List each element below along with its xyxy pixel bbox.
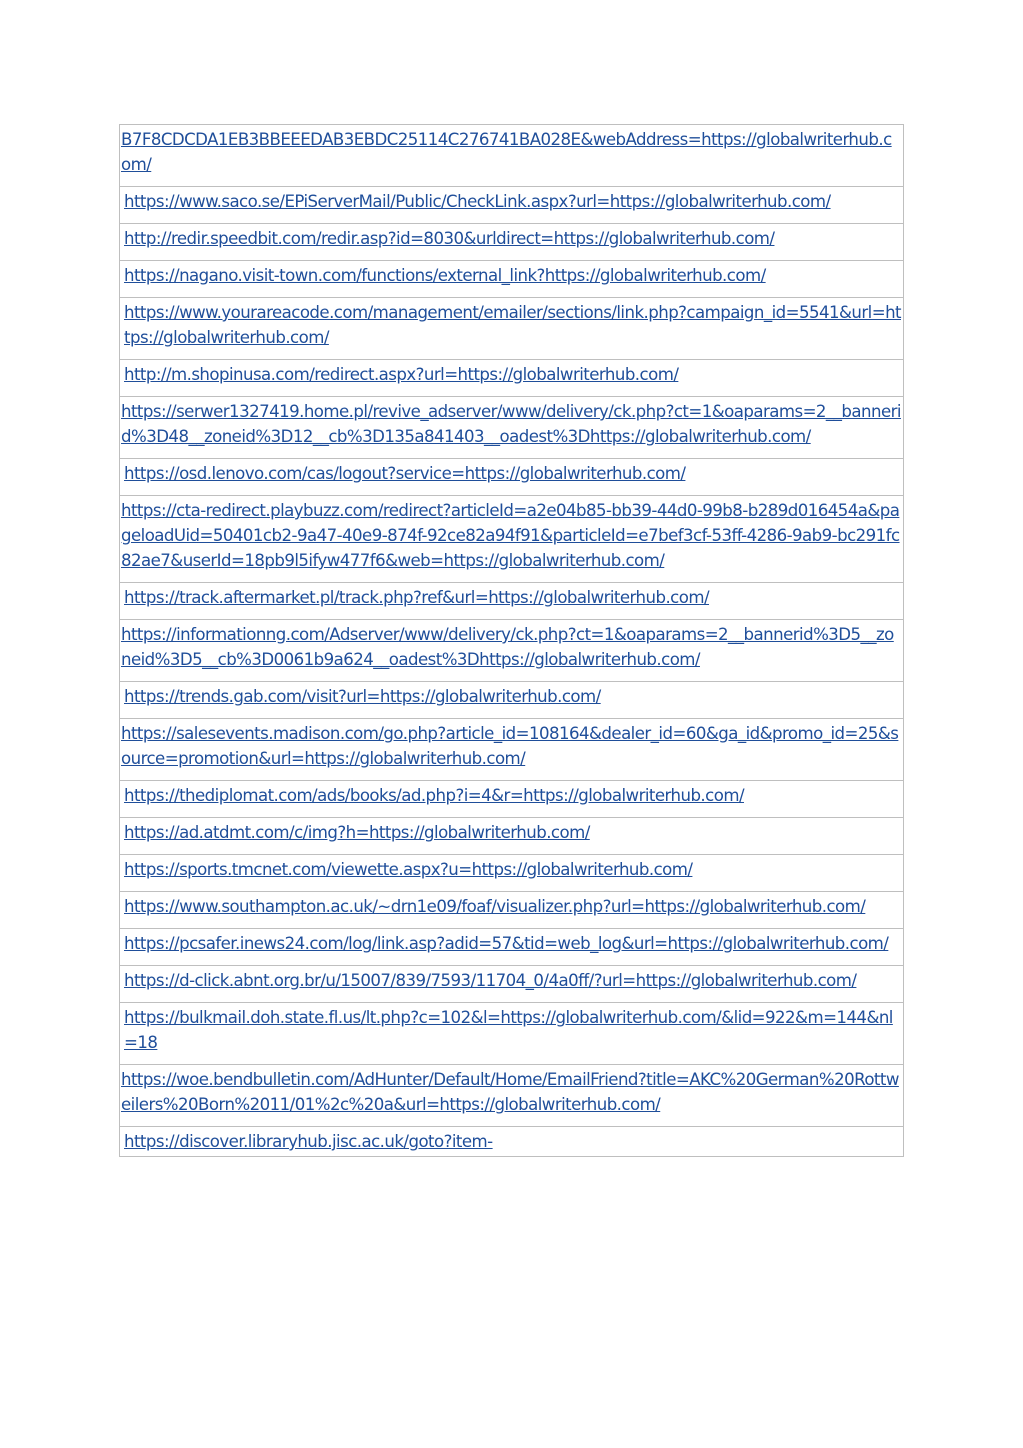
link-cell	[120, 929, 904, 966]
link-cell	[120, 496, 904, 583]
link-cell-content	[120, 261, 903, 297]
link-cell	[120, 583, 904, 620]
link-cell	[120, 397, 904, 459]
link-cell-content	[120, 1003, 903, 1064]
hyperlink[interactable]: https://d-click.abnt.org.br/u/15007/839/7593/11704_0/4a0ff/?url=https://globalwriterhub.com/	[124, 971, 857, 990]
link-cell-content	[120, 966, 903, 1002]
table-row	[120, 496, 904, 583]
link-cell	[120, 892, 904, 929]
link-cell	[120, 298, 904, 360]
hyperlink[interactable]: https://informationng.com/Adserver/www/delivery/ck.php?ct=1&oaparams=2__bannerid%3D5__zoneid%3D5__cb%3D0061b9a624__oadest%3Dhttps://globalwriterhub.com/	[121, 625, 894, 669]
link-cell-content	[120, 719, 903, 780]
link-cell	[120, 966, 904, 1003]
link-cell-content	[120, 224, 903, 260]
link-cell	[120, 125, 904, 187]
link-cell-content	[120, 892, 903, 928]
link-cell	[120, 1003, 904, 1065]
link-cell	[120, 818, 904, 855]
hyperlink[interactable]: https://www.saco.se/EPiServerMail/Public/CheckLink.aspx?url=https://globalwriterhub.com/	[124, 192, 831, 211]
link-cell-content	[120, 929, 903, 965]
link-cell-content	[120, 360, 903, 396]
table-row	[120, 1003, 904, 1065]
link-cell	[120, 781, 904, 818]
hyperlink[interactable]: https://cta-redirect.playbuzz.com/redirect?articleId=a2e04b85-bb39-44d0-99b8-b289d016454a&pageloadUid=50401cb2-9a47-40e9-874f-92ce82a94f91&particleId=e7bef3cf-53ff-4286-9ab9-bc291fc82ae7&userId=18pb9l5ifyw477f6&web=https://globalwriterhub.com/	[121, 501, 900, 570]
link-cell	[120, 620, 904, 682]
table-row	[120, 1065, 904, 1127]
link-cell-content	[120, 682, 903, 718]
hyperlink[interactable]: https://track.aftermarket.pl/track.php?ref&url=https://globalwriterhub.com/	[124, 588, 710, 607]
table-row	[120, 397, 904, 459]
link-cell	[120, 1127, 904, 1157]
hyperlink[interactable]: https://osd.lenovo.com/cas/logout?service=https://globalwriterhub.com/	[124, 464, 686, 483]
table-row	[120, 459, 904, 496]
table-row	[120, 298, 904, 360]
hyperlink[interactable]: https://nagano.visit-town.com/functions/external_link?https://globalwriterhub.com/	[124, 266, 766, 285]
link-cell	[120, 719, 904, 781]
table-row	[120, 125, 904, 187]
table-row	[120, 818, 904, 855]
link-cell-content	[120, 397, 903, 458]
table-row	[120, 360, 904, 397]
link-cell-content	[120, 125, 903, 186]
hyperlink[interactable]: https://www.southampton.ac.uk/~drn1e09/foaf/visualizer.php?url=https://globalwriterhub.com/	[124, 897, 866, 916]
link-cell-content	[120, 496, 903, 582]
link-cell-content	[120, 781, 903, 817]
hyperlink[interactable]: https://trends.gab.com/visit?url=https://globalwriterhub.com/	[124, 687, 601, 706]
hyperlink[interactable]: http://redir.speedbit.com/redir.asp?id=8030&urldirect=https://globalwriterhub.com/	[124, 229, 775, 248]
table-row	[120, 224, 904, 261]
link-cell	[120, 1065, 904, 1127]
link-cell-content	[120, 1127, 903, 1156]
hyperlink[interactable]: http://m.shopinusa.com/redirect.aspx?url=https://globalwriterhub.com/	[124, 365, 679, 384]
hyperlink[interactable]: https://sports.tmcnet.com/viewette.aspx?u=https://globalwriterhub.com/	[124, 860, 693, 879]
table-row	[120, 929, 904, 966]
table-row	[120, 781, 904, 818]
table-row	[120, 187, 904, 224]
link-cell-content	[120, 855, 903, 891]
link-cell-content	[120, 298, 903, 359]
link-cell-content	[120, 1065, 903, 1126]
table-row	[120, 620, 904, 682]
hyperlink[interactable]: https://salesevents.madison.com/go.php?article_id=108164&dealer_id=60&ga_id&promo_id=25&source=promotion&url=https://globalwriterhub.com/	[121, 724, 899, 768]
table-row	[120, 855, 904, 892]
link-cell	[120, 459, 904, 496]
hyperlink[interactable]: https://ad.atdmt.com/c/img?h=https://globalwriterhub.com/	[124, 823, 590, 842]
table-row	[120, 682, 904, 719]
table-row	[120, 1127, 904, 1157]
hyperlink[interactable]: B7F8CDCDA1EB3BBEEEDAB3EBDC25114C276741BA028E&webAddress=https://globalwriterhub.com/	[121, 130, 892, 174]
hyperlink[interactable]: https://www.yourareacode.com/management/emailer/sections/link.php?campaign_id=5541&url=https://globalwriterhub.com/	[124, 303, 901, 347]
links-table	[119, 124, 904, 1157]
table-row	[120, 966, 904, 1003]
hyperlink[interactable]: https://serwer1327419.home.pl/revive_adserver/www/delivery/ck.php?ct=1&oaparams=2__bannerid%3D48__zoneid%3D12__cb%3D135a841403__oadest%3Dhttps://globalwriterhub.com/	[121, 402, 901, 446]
link-cell	[120, 261, 904, 298]
hyperlink[interactable]: https://discover.libraryhub.jisc.ac.uk/goto?item-	[124, 1132, 493, 1151]
link-cell-content	[120, 583, 903, 619]
link-cell-content	[120, 459, 903, 495]
link-cell	[120, 187, 904, 224]
hyperlink[interactable]: https://pcsafer.inews24.com/log/link.asp?adid=57&tid=web_log&url=https://globalwriterhub.com/	[124, 934, 889, 953]
table-row	[120, 719, 904, 781]
link-cell	[120, 224, 904, 261]
hyperlink[interactable]: https://woe.bendbulletin.com/AdHunter/Default/Home/EmailFriend?title=AKC%20German%20Rottweilers%20Born%2011/01%2c%20a&url=https://globalwriterhub.com/	[121, 1070, 899, 1114]
table-row	[120, 892, 904, 929]
hyperlink[interactable]: https://thediplomat.com/ads/books/ad.php?i=4&r=https://globalwriterhub.com/	[124, 786, 744, 805]
links-table-body	[120, 125, 904, 1157]
table-row	[120, 261, 904, 298]
link-cell-content	[120, 187, 903, 223]
hyperlink[interactable]: https://bulkmail.doh.state.fl.us/lt.php?c=102&l=https://globalwriterhub.com/&lid=922&m=144&nl=18	[124, 1008, 893, 1052]
link-cell-content	[120, 818, 903, 854]
link-cell	[120, 855, 904, 892]
link-cell-content	[120, 620, 903, 681]
link-cell	[120, 360, 904, 397]
table-row	[120, 583, 904, 620]
link-cell	[120, 682, 904, 719]
